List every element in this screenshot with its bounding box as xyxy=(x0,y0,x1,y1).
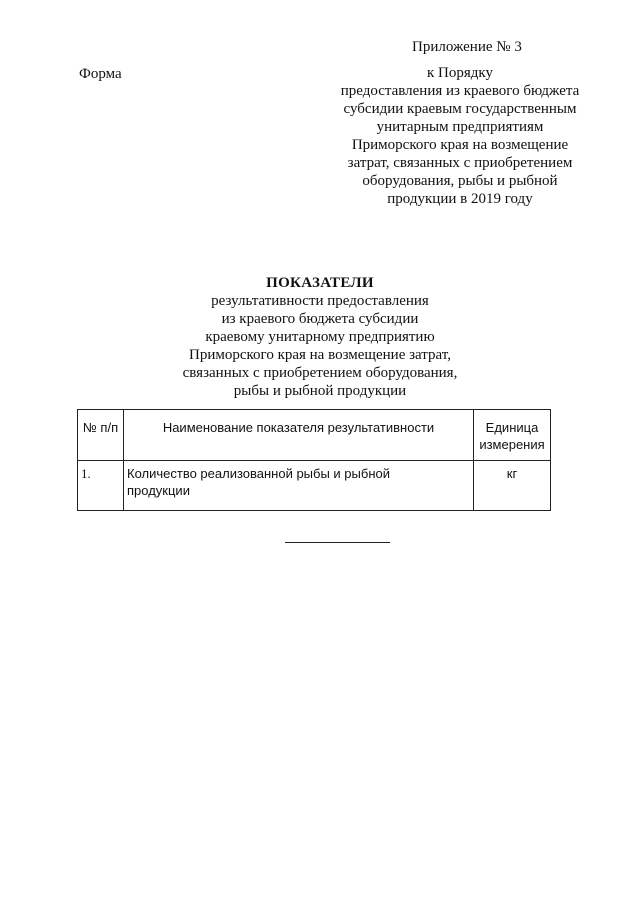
row-number: 1. xyxy=(78,461,124,511)
table-row xyxy=(78,461,551,511)
order-reference-line: продукции в 2019 году xyxy=(387,191,533,207)
title-line: рыбы и рыбной продукции xyxy=(233,383,407,399)
row-unit: кг xyxy=(474,461,551,511)
header-unit-line: измерения xyxy=(479,437,545,452)
order-reference-line: к Порядку xyxy=(427,65,493,81)
order-reference-line: затрат, связанных с приобретением xyxy=(347,155,573,171)
order-reference-line: Приморского края на возмещение xyxy=(351,137,569,153)
form-label: Форма xyxy=(79,66,122,82)
row-indicator-name-line: Количество реализованной рыбы и рыбной xyxy=(127,466,390,481)
order-reference xyxy=(330,64,590,208)
header-indicator-name: Наименование показателя результативности xyxy=(124,410,474,461)
header-number: № п/п xyxy=(78,410,124,461)
indicators-table xyxy=(77,409,551,511)
title-line: результативности предоставления xyxy=(211,293,429,309)
title-line: из краевого бюджета субсидии xyxy=(221,311,419,327)
header-unit-line: Единица xyxy=(485,420,539,435)
header-unit xyxy=(474,410,551,461)
title-line: краевому унитарному предприятию xyxy=(205,329,435,345)
row-indicator-name xyxy=(124,461,474,511)
order-reference-line: оборудования, рыбы и рыбной xyxy=(362,173,558,189)
document-title xyxy=(150,274,490,400)
order-reference-line: предоставления из краевого бюджета xyxy=(340,83,580,99)
order-reference-line: унитарным предприятиям xyxy=(376,119,544,135)
end-divider xyxy=(285,542,390,543)
title-heading: ПОКАЗАТЕЛИ xyxy=(266,275,374,291)
table-header-row xyxy=(78,410,551,461)
appendix-number: Приложение № 3 xyxy=(412,39,522,55)
title-line: связанных с приобретением оборудования, xyxy=(182,365,458,381)
title-line: Приморского края на возмещение затрат, xyxy=(189,347,451,363)
row-indicator-name-line: продукции xyxy=(127,483,190,498)
order-reference-line: субсидии краевым государственным xyxy=(343,101,577,117)
